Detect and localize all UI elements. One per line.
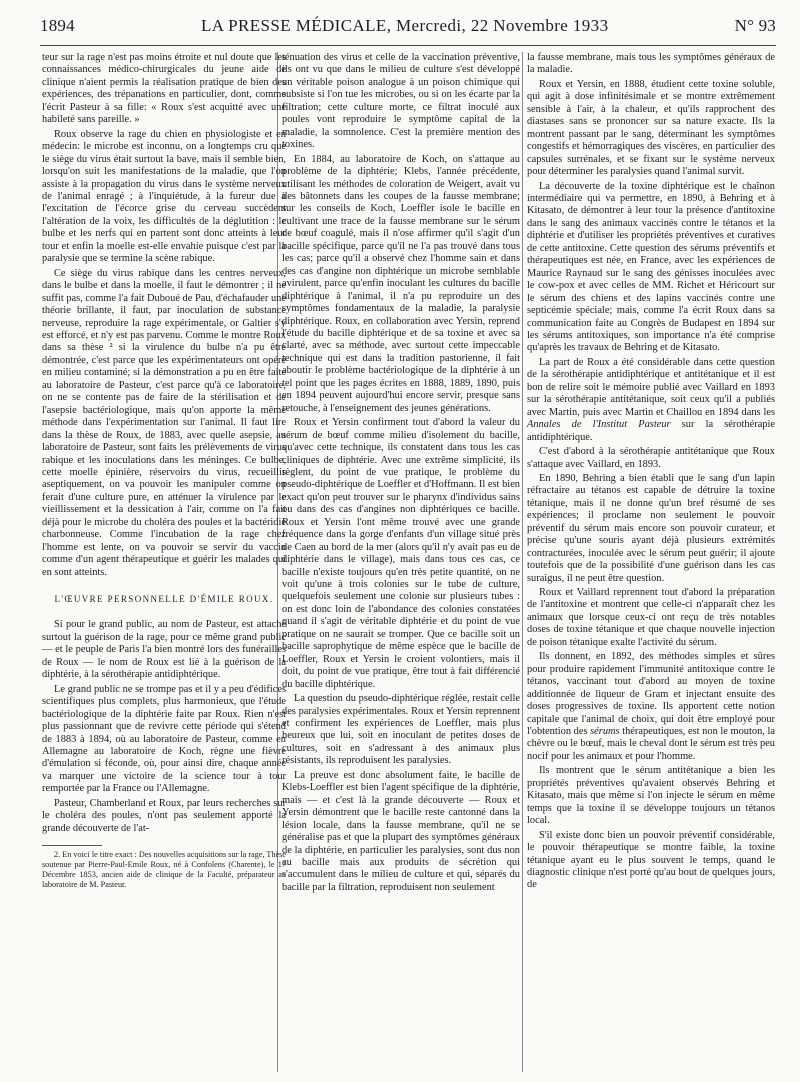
- paragraph-text: sur la sérothérapie antidiphtérique.: [527, 419, 775, 443]
- paragraph: Roux et Yersin confirment tout d'abord la valeur du sérum de bœuf comme milieu d'isolement du bacille, qu'avec cette technique, ils constatent dans tous les cas cliniques de diphtérie. Avec une extrême simplicité, ils règlent, du point de vue pratique, le problème du pseudo-diphtérique de Loeffler et d'Hoffmann. Il est bien exact qu'on peut trouver sur le pharynx d'individus sains ou dans des cas d'angines non diphtériques ce bacille. Roux et Yersin l'ont même trouvé avec une grande fréquence dans la gorge d'enfants d'un village situé près de Caen au bord de la mer (alors qu'il n'y avait pas eu de diphtérie dans le village), mais dans tous ces cas, ce bacille n'existe toujours qu'en très petite quantité, on ne voit qu'une à trois colonies sur le tube de culture, quelquefois seulement une colonie sur plusieurs tubes : on est donc loin de l'abondance des colonies constatées quand il s'agit de véritable diphtérie et du point de vue pratique on ne saurait se tromper. Que ce bacille soit un bacille saprophytique de même espèce que le bacille de Loeffler, Roux et Yersin le croient volontiers, mais il doit, du point de vue pratique, être tout à fait différencié du bacille diphtérique.: [282, 417, 520, 690]
- journal-title: LA PRESSE MÉDICALE,: [201, 16, 392, 35]
- paragraph: teur sur la rage n'est pas moins étroite et nul doute que les connaissances médico-chirurgicales du jeune aide de clinique n'aient permis la réalisation pratique de bien des expériences, des trépanations en particulier, dont, comme l'écrit Pasteur à sa fille: « Roux s'est acquitté avec une habileté sans pareille. »: [42, 52, 286, 126]
- footnote: 2. En voici le titre exact : Des nouvelles acquisitions sur la rage, Thèse soutenue par Pierre-Paul-Emile Roux, né à Confolens (Charente), le 17 Décembre 1853, ancien aide de clinique de la Faculté, préparateur au laboratoire de M. Pasteur.: [42, 850, 286, 889]
- paragraph-text: La part de Roux a été considérable dans cette question de la sérothérapie antidiphtérique et antitétanique et il est bon de relire soit le mémoire publié avec Vaillard en 1893 sur la sérothérapie antitétanique, soit ceux qu'il a publiés avec Martin, puis avec Martin et Chaillou en 1894 dans les: [527, 356, 775, 418]
- column-divider: [522, 52, 523, 1072]
- section-heading: L'ŒUVRE PERSONNELLE D'ÉMILE ROUX.: [54, 594, 274, 605]
- paragraph: S'il existe donc bien un pouvoir préventif considérable, le pouvoir thérapeutique se montre faible, la toxine tétanique ayant eu le plus souvent le temps, quand le diagnostic clinique n'est porté qu'au bout de quelques jours, de: [527, 829, 775, 891]
- journal-citation: Annales de l'Institut Pasteur: [527, 419, 671, 431]
- paragraph: Ce siège du virus rabique dans les centres nerveux, dans le bulbe et dans la moelle, il faut le démontrer ; il ne suffit pas, comme l'a fait Duboué de Pau, d'échafauder une théorie brillante, il faut, par inoculation de substance nerveuse, reproduire la rage expérimentale, or Galtier s'y est efforcé, et n'y est pas parvenu. Comme le montre Roux dans sa thèse ² si la virulence du bulbe n'a pu être démontrée, c'est parce que les expérimentateurs ont opéré en milieu contaminé; si la démonstration a pu en être faite au laboratoire de Pasteur, c'est parce qu'à ce laboratoire, on ne se contente pas de faire de la stérilisation et de l'asepsie bactériologique, mais qu'on apporte la même méthode dans l'expérimentation sur l'animal. Il faut lire dans la thèse de Roux, de 1883, avec quelle asepsie, au laboratoire de Pasteur, sont faits les prélèvements de virus rabique et les inoculations dans les méninges. Ce bulbe, cette moelle épinière, réservoirs du virus, recueillis aseptiquement, on va pouvoir les manipuler comme on ferait d'une culture pure, en atténuer la virulence par le vieillissement et la dessication à l'air, comme on l'a fait déjà pour le microbe du choléra des poules et la bactéridie charbonneuse. Comme l'incubation de la rage chez l'homme est lente, on va pouvoir se servir du vaccin comme d'un agent thérapeutique et guérir les malades qui en sont atteints.: [42, 267, 286, 578]
- paragraph: Roux et Yersin, en 1888, étudient cette toxine soluble, qui agit à dose infinitésimale et se montre extrêmement sensible à l'air, à la chaleur, et qu'ils rapprochent des diastases sans se prononcer sur sa nature exacte. Ils la montrent passant par le sang, déterminant les symptômes congestifs et hémorragiques des viscères, en particulier des capsules surrénales, et se fixant sur le système nerveux pour déterminer les paralysies quand l'animal survit.: [527, 78, 775, 178]
- running-header: [40, 16, 776, 40]
- paragraph: Pasteur, Chamberland et Roux, par leurs recherches sur le choléra des poules, n'ont pas seulement apporté la grande découverte de l'at-: [42, 797, 286, 834]
- paragraph: Le grand public ne se trompe pas et il y a peu d'édifices scientifiques plus complets, plus harmonieux, que l'étude bactériologique de la diphtérie faite par Roux. Rien n'est plus passionnant que de revivre cette période qui s'étend de 1883 à 1894, où au laboratoire de Pasteur, comme en Allemagne au laboratoire de Koch, règne une fièvre d'émulation si féconde, où, pour ainsi dire, chaque année va marquer une victoire de la science tour à tour remportée par la France ou l'Allemagne.: [42, 683, 286, 795]
- footnote-rule: [42, 845, 102, 846]
- emphasis: sérums: [590, 726, 620, 738]
- column-1: [42, 52, 286, 891]
- column-3: [527, 52, 775, 894]
- paragraph-text: thérapeutiques, est non le mouton, la chèvre ou le bœuf, mais le cheval dont le sérum est très peu nocif pour les animaux et pour l'homme.: [527, 726, 775, 762]
- paragraph: la fausse membrane, mais tous les symptômes généraux de la maladie.: [527, 52, 775, 76]
- paragraph: La preuve est donc absolument faite, le bacille de Klebs-Loeffler est bien l'agent spécifique de la diphtérie, mais — et c'est là la grande découverte — Roux et Yersin démontrent que le bacille reste cantonné dans la lésion locale, dans la fausse membrane, qu'il ne se généralise pas et que la plupart des symptômes généraux de la diphtérie, en particulier les paralysies, sont dus non au bacille mais aux produits de sécrétion qui s'accumulent dans le milieu de culture et qui, séparés du bacille par la filtration, reproduisent non seulement: [282, 769, 520, 893]
- paragraph: C'est d'abord à la sérothérapie antitétanique que Roux s'attaque avec Vaillard, en 1893.: [527, 446, 775, 470]
- paragraph: Ils montrent que le sérum antitétanique a bien les propriétés préventives qu'avaient observés Behring et Kitasato, mais que même si l'on injecte le sérum en même temps que la toxine il se développe toujours un tétanos local.: [527, 765, 775, 827]
- paragraph-text: Ils donnent, en 1892, des méthodes simples et sûres pour produire rapidement l'immunité antitoxique contre le tétanos, vaccinant tout d'abord au moyen de toxine additionnée de liqueur de Gram et injectant ensuite des doses progressives de toxine. Ils apportent cette notion capitale que l'animal de choix, qui doit être employé pour l'obtention des: [527, 651, 775, 738]
- issue-number: N° 93: [734, 16, 776, 35]
- paragraph: [527, 357, 775, 444]
- paragraph: Si pour le grand public, au nom de Pasteur, est attaché surtout la guérison de la rage, pour ce même grand public — et le peuple de Paris l'a bien montré lors des funérailles de Roux — le nom de Roux est lié à la guérison de la diphtérie, à la sérothérapie antidiphtérique.: [42, 619, 286, 681]
- paragraph: ténuation des virus et celle de la vaccination préventive, ils ont vu que dans le milieu de culture s'est développé un véritable poison analogue à un poison chimique qui subsiste si l'on tue les microbes, ou si on les écarte par la filtration; cette culture morte, ce filtrat inoculé aux poules vont reproduire le symptôme capital de la maladie, la somnolence. C'est la première mention des toxines.: [282, 52, 520, 151]
- paragraph: La question du pseudo-diphtérique réglée, restait celle des paralysies expérimentales. Roux et Yersin reprennent et confirment les expériences de Loeffler, mais plus heureux que lui, soit en inoculant de petites doses de cultures, soit en s'adressant à des animaux plus résistants, ils reproduisent les paralysies.: [282, 693, 520, 767]
- journal-dateline: [201, 16, 608, 36]
- paragraph: Roux observe la rage du chien en physiologiste et en médecin: le microbe est inconnu, on a longtemps cru que le siège du virus était surtout la bave, mais il semble bien, lorsqu'on suit les manifestations de la maladie, que l'on assiste à la propagation du virus dans le système nerveux de l'animal enragé ; à l'inquiétude, à la fureur due à l'excitation de l'écorce grise du cerveau succèdent l'altération de la voix, les difficultés de la déglutition : le bulbe et les nerfs qui en partent sont donc atteints à leur tour et enfin la moelle est-elle envahie puisque c'est par la paralysie que se termine la scène rabique.: [42, 128, 286, 265]
- paragraph: En 1890, Behring a bien établi que le sang d'un lapin réfractaire au tétanos est capable de détruire la toxine tétanique, mais il ne donne qu'un bref résumé de ses expériences; il proclame non seulement le pouvoir préventif du sérum mais encore son pouvoir curateur, et précise qu'une souris ayant déjà plusieurs extrémités contracturées, inoculée avec le sérum peut guérir; il ajoute toutefois que de la possibilité d'une guérison dans les cas suraigus, il ne peut être question.: [527, 472, 775, 584]
- column-2: [282, 52, 520, 896]
- header-rule: [40, 45, 776, 46]
- paragraph: [527, 651, 775, 763]
- page-number: 1894: [40, 16, 75, 35]
- paragraph: La découverte de la toxine diphtérique est le chaînon intermédiaire qui va permettre, en 1890, à Behring et à Kitasato, de démontrer à leur tour la présence d'antitoxine dans le sang des animaux vaccinés contre le tétanos et la diphtérie et d'utiliser les propriétés préventives et curatives de cette antitoxine. Cette question des sérums préventifs et thérapeutiques est née, en France, avec les expériences de Maurice Raynaud sur le sang des génisses inoculées avec le cow-pox et avec celles de MM. Richet et Héricourt sur le sérum des chiens et des lapins vaccinés contre une septicémie spéciale; mais, comme l'a écrit Roux dans sa communication faite au Congrès de Budapest en 1894 sur les sérums antitoxiques, son importance n'a été comprise qu'après les travaux de Behring et de Kitasato.: [527, 180, 775, 354]
- paragraph: Roux et Vaillard reprennent tout d'abord la préparation de l'antitoxine et montrent que celle-ci n'apparaît chez les animaux que lorsque ceux-ci ont reçu de très notables doses de toxine tétanique et que chaque nouvelle injection de poison tétanique exalte l'activité du sérum.: [527, 587, 775, 648]
- issue-date: Mercredi, 22 Novembre 1933: [396, 16, 609, 35]
- paragraph: En 1884, au laboratoire de Koch, on s'attaque au problème de la diphtérie; Klebs, l'année précédente, utilisant les méthodes de coloration de Weigert, avait vu des bâtonnets dans les coupes de la fausse membrane; sur les conseils de Koch, Loeffler isole le bacille en cultivant une trace de la fausse membrane sur le sérum de bœuf coagulé, mais il n'ose affirmer qu'il s'agit d'un bacille spécifique, parce qu'il ne l'a pas trouvé dans tous les cas; parce qu'il a observé chez l'homme sain et dans des cas d'angine non diphtérique un microbe semblable avirulent, parce qu'enfin inoculant les cultures du bacille diphtérique à l'animal, il n'a pu reproduire un des symptômes fondamentaux de la maladie, la paralysie diphtérique. Roux, en collaboration avec Yersin, reprend l'étude du bacille diphtérique et de sa toxine et avec sa clarté, avec sa méthode, avec surtout cette impeccable technique qui est dans la tradition pastorienne, il fait aboutir le problème bactériologique de la diphtérie à un tel point que les pages écrites en 1888, 1889, 1890, puis en 1894 peuvent aujourd'hui encore servir, presque sans retouche, à l'enseignement des jeunes générations.: [282, 153, 520, 414]
